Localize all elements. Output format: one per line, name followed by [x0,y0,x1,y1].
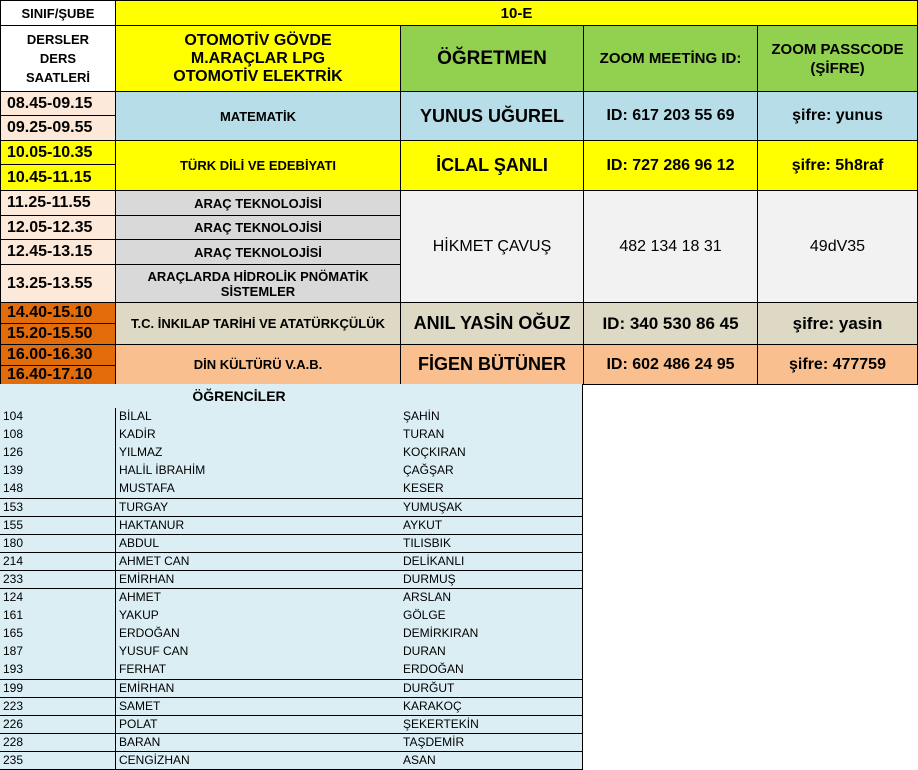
student-number: 108 [0,426,116,445]
passcode-header: ZOOM PASSCODE (ŞİFRE) [757,25,918,92]
student-number: 153 [0,499,116,518]
time-slot: 10.45-11.15 [0,164,116,191]
time-slot: 16.00-16.30 [0,344,116,366]
student-last-name: ÇAĞŞAR [400,462,583,481]
subject-cell: ARAÇ TEKNOLOJİSİ [115,239,401,265]
student-first-name: POLAT [115,716,401,735]
student-first-name: HAKTANUR [115,517,401,536]
student-last-name: TILISBIK [400,535,583,554]
time-slot: 15.20-15.50 [0,323,116,345]
teacher-cell: YUNUS UĞUREL [400,91,584,141]
teacher-cell: FİGEN BÜTÜNER [400,344,584,385]
meeting-id-cell: ID: 727 286 96 12 [583,140,758,191]
student-first-name: KADİR [115,426,401,445]
teacher-header: ÖĞRETMEN [400,25,584,92]
student-number: 214 [0,553,116,572]
meeting-id-header: ZOOM MEETİNG ID: [583,25,758,92]
student-number: 235 [0,752,116,770]
student-last-name: DURĞUT [400,680,583,699]
student-first-name: SAMET [115,698,401,717]
student-last-name: KARAKOÇ [400,698,583,717]
student-last-name: TAŞDEMİR [400,734,583,753]
student-first-name: ERDOĞAN [115,625,401,644]
student-first-name: ABDUL [115,535,401,554]
student-number: 126 [0,444,116,463]
student-number: 180 [0,535,116,554]
subject-cell: TÜRK DİLİ VE EDEBİYATI [115,140,401,191]
subject-cell: ARAÇ TEKNOLOJİSİ [115,190,401,216]
student-number: 139 [0,462,116,481]
student-number: 223 [0,698,116,717]
time-slot: 11.25-11.55 [0,190,116,216]
time-slot: 16.40-17.10 [0,365,116,385]
student-last-name: DEMİRKIRAN [400,625,583,644]
student-first-name: EMİRHAN [115,571,401,590]
student-first-name: BİLAL [115,408,401,427]
student-number: 199 [0,680,116,699]
students-title: ÖĞRENCİLER [192,388,286,404]
passcode-cell: şifre: 477759 [757,344,918,385]
student-number: 228 [0,734,116,753]
student-number: 161 [0,607,116,626]
teacher-cell: İCLAL ŞANLI [400,140,584,191]
student-number: 155 [0,517,116,536]
time-slot: 14.40-15.10 [0,302,116,324]
student-number: 193 [0,661,116,680]
time-slot: 09.25-09.55 [0,115,116,141]
meeting-id-cell: 482 134 18 31 [583,190,758,303]
student-last-name: AYKUT [400,517,583,536]
subject-cell: DİN KÜLTÜRÜ V.A.B. [115,344,401,385]
student-last-name: DURAN [400,643,583,662]
passcode-cell: şifre: yasin [757,302,918,345]
program-header: OTOMOTİV GÖVDE M.ARAÇLAR LPG OTOMOTİV ELEKTRİK [115,25,401,92]
subject-cell: ARAÇ TEKNOLOJİSİ [115,215,401,240]
subject-cell: T.C. İNKILAP TARİHİ VE ATATÜRKÇÜLÜK [115,302,401,345]
time-slot: 10.05-10.35 [0,140,116,165]
student-last-name: ŞEKERTEKİN [400,716,583,735]
student-last-name: ARSLAN [400,589,583,608]
passcode-cell: şifre: yunus [757,91,918,141]
student-first-name: AHMET CAN [115,553,401,572]
meeting-id-cell: ID: 340 530 86 45 [583,302,758,345]
subject-cell: MATEMATİK [115,91,401,141]
student-last-name: KESER [400,480,583,499]
student-first-name: MUSTAFA [115,480,401,499]
meeting-id-cell: ID: 602 486 24 95 [583,344,758,385]
student-first-name: YAKUP [115,607,401,626]
student-last-name: DELİKANLI [400,553,583,572]
student-number: 104 [0,408,116,427]
student-last-name: KOÇKIRAN [400,444,583,463]
student-number: 124 [0,589,116,608]
student-first-name: CENGİZHAN [115,752,401,770]
student-first-name: YUSUF CAN [115,643,401,662]
student-first-name: HALİL İBRAHİM [115,462,401,481]
student-last-name: DURMUŞ [400,571,583,590]
student-first-name: EMİRHAN [115,680,401,699]
teacher-cell: ANIL YASİN OĞUZ [400,302,584,345]
student-first-name: FERHAT [115,661,401,680]
teacher-cell: HİKMET ÇAVUŞ [400,190,584,303]
time-slot: 12.05-12.35 [0,215,116,240]
student-first-name: AHMET [115,589,401,608]
student-number: 233 [0,571,116,590]
class-label: SINIF/ŞUBE [0,0,116,26]
class-value: 10-E [115,0,918,26]
time-slot: 08.45-09.15 [0,91,116,116]
student-first-name: BARAN [115,734,401,753]
time-slot: 12.45-13.15 [0,239,116,265]
time-slot: 13.25-13.55 [0,264,116,303]
student-first-name: TURGAY [115,499,401,518]
student-last-name: ERDOĞAN [400,661,583,680]
student-last-name: TURAN [400,426,583,445]
student-last-name: GÖLGE [400,607,583,626]
passcode-cell: 49dV35 [757,190,918,303]
student-number: 226 [0,716,116,735]
subject-cell: ARAÇLARDA HİDROLİK PNÖMATİK SİSTEMLER [115,264,401,303]
student-first-name: YILMAZ [115,444,401,463]
student-number: 187 [0,643,116,662]
student-number: 165 [0,625,116,644]
student-last-name: ŞAHİN [400,408,583,427]
student-number: 148 [0,480,116,499]
passcode-cell: şifre: 5h8raf [757,140,918,191]
student-last-name: ASAN [400,752,583,770]
lessons-hours-header: DERSLER DERS SAATLERİ [0,25,116,92]
meeting-id-cell: ID: 617 203 55 69 [583,91,758,141]
student-last-name: YUMUŞAK [400,499,583,518]
